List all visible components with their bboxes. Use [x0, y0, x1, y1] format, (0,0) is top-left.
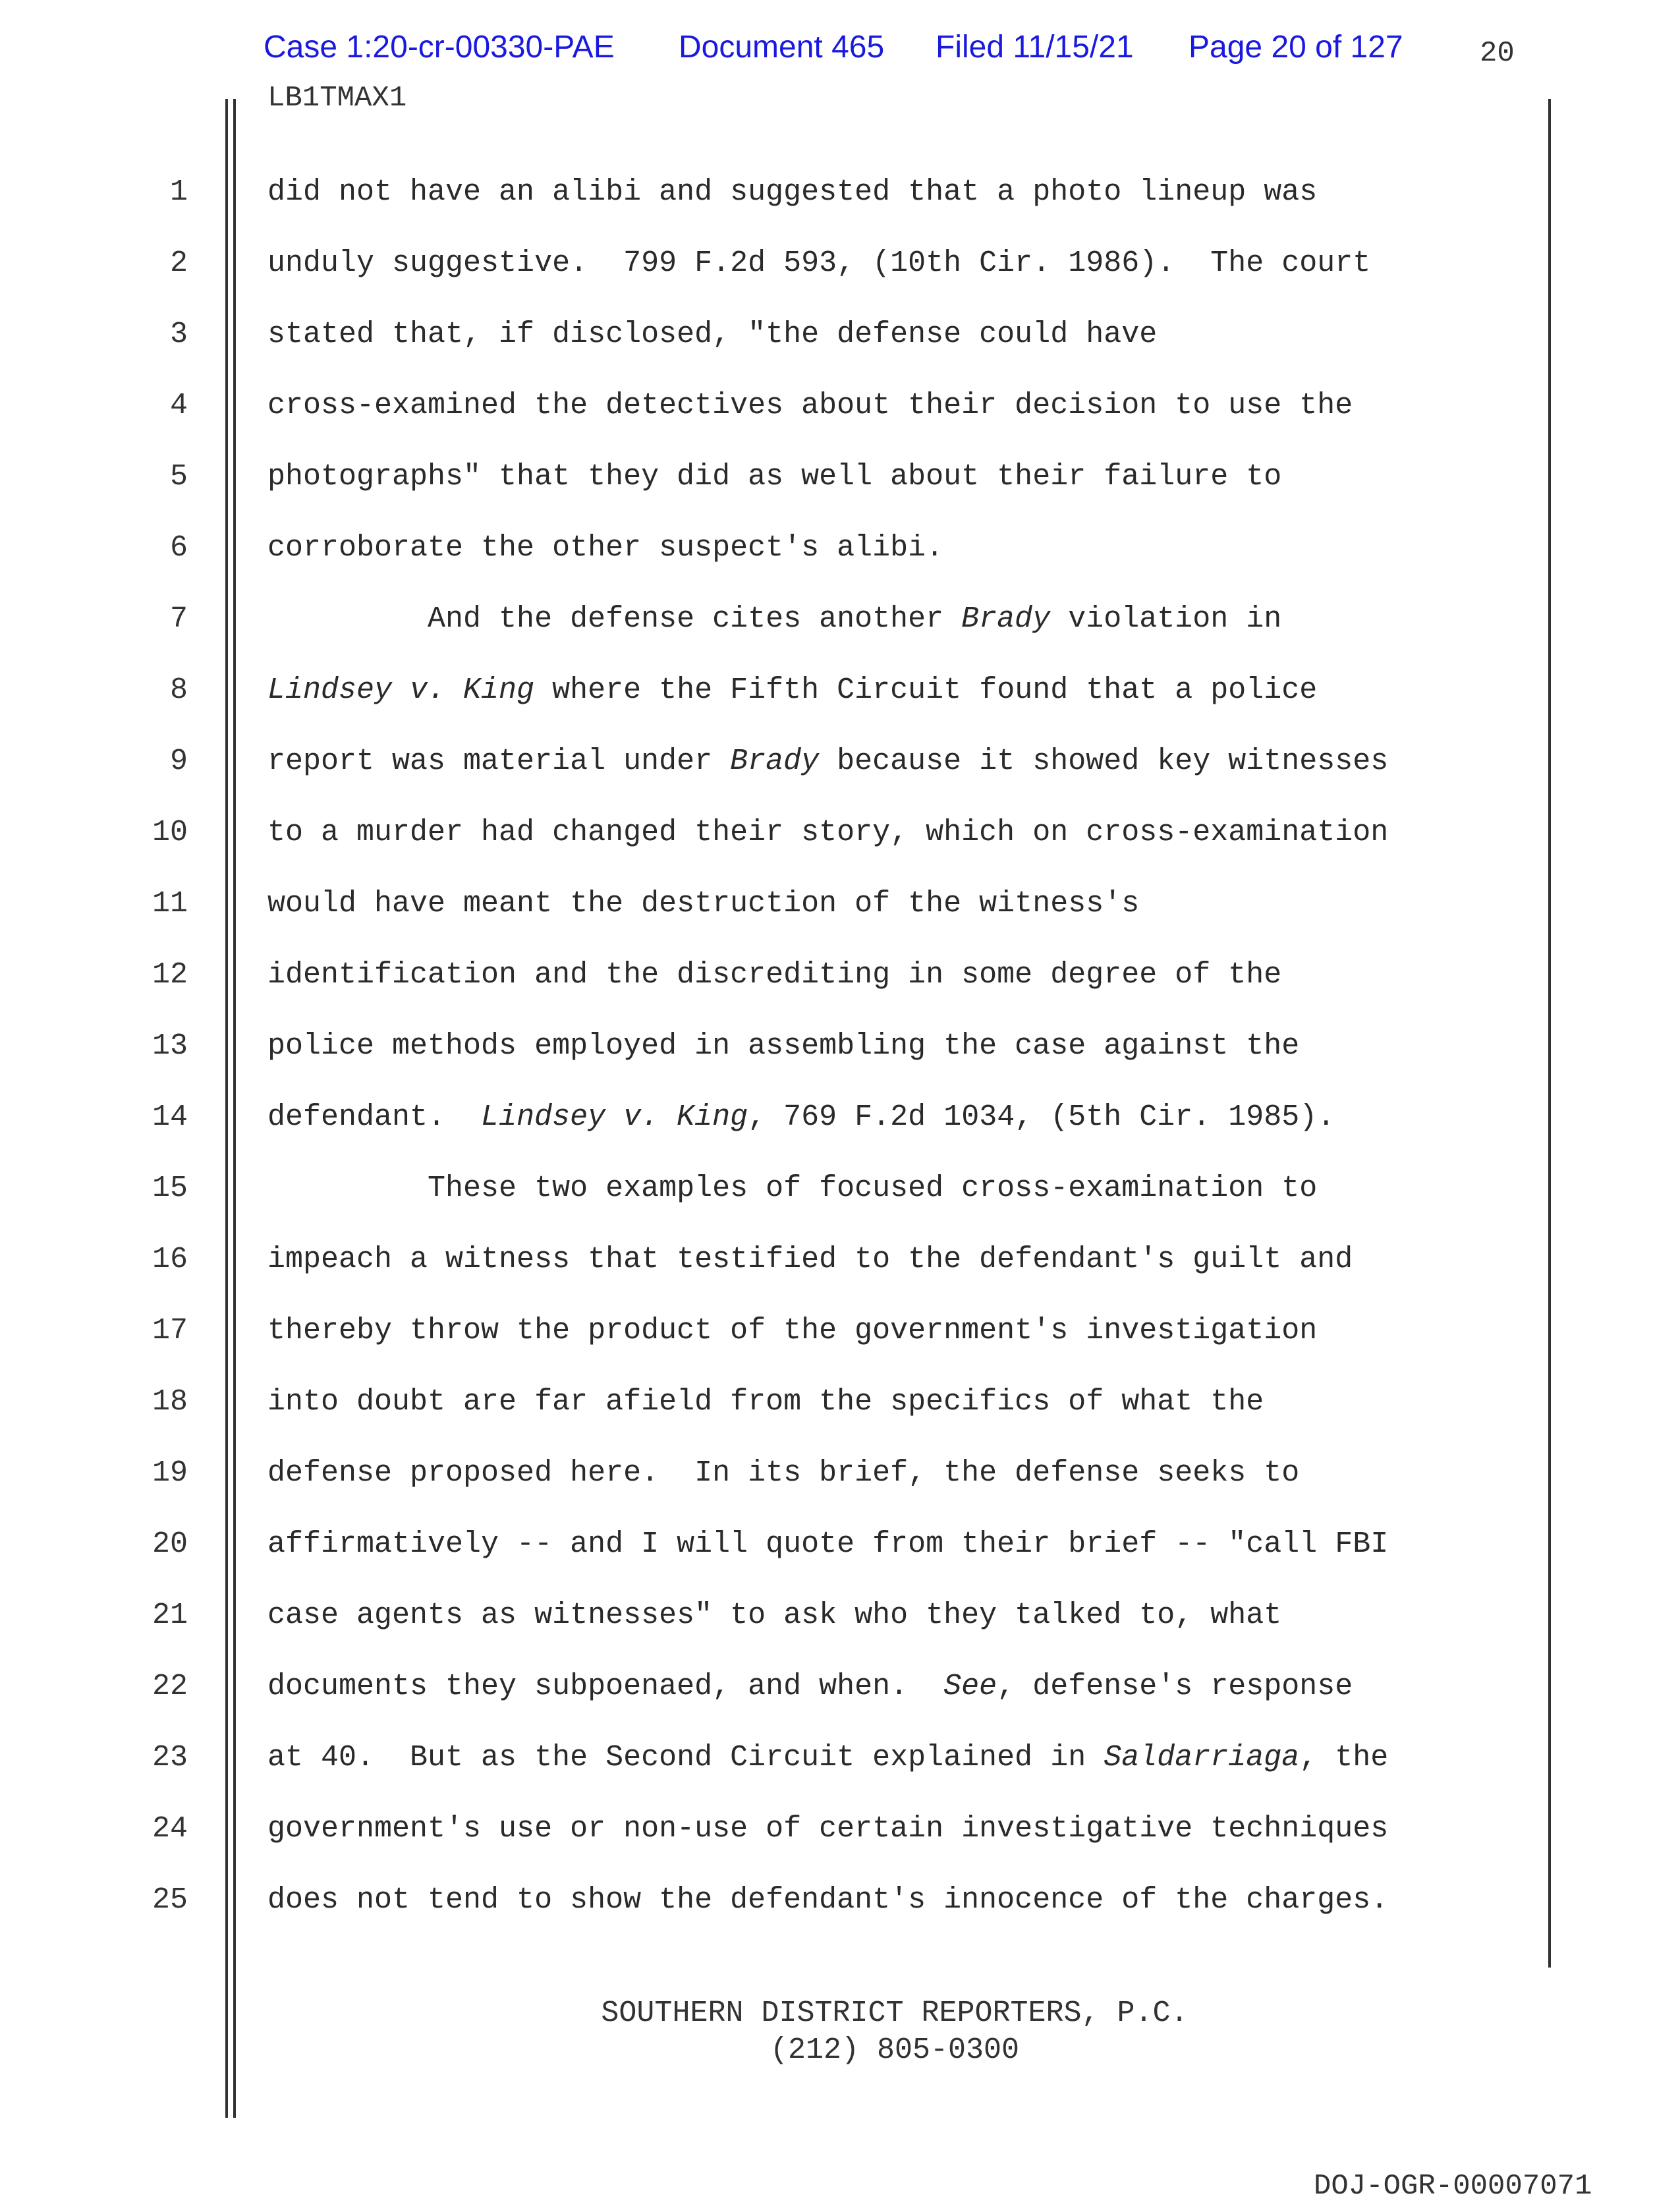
transcript-line — [267, 1456, 1299, 1490]
transcript-line — [267, 1812, 1388, 1846]
transcript-line — [267, 1314, 1317, 1347]
transcript-line — [267, 1741, 1388, 1774]
bates-number: DOJ-OGR-00007071 — [1314, 2170, 1592, 2203]
line-text: impeach a witness that testified to the defendant's guilt and — [267, 1243, 1353, 1276]
transcript-line — [267, 1100, 1335, 1134]
transcript-line — [267, 531, 943, 565]
line-number: 14 — [152, 1100, 188, 1134]
line-text: documents they subpoenaed, and when. — [267, 1670, 944, 1703]
line-text: defendant. — [267, 1100, 482, 1134]
line-number: 5 — [169, 460, 188, 494]
line-text: at 40. But as the Second Circuit explained in — [267, 1741, 1104, 1774]
line-number: 15 — [152, 1172, 188, 1205]
line-number: 17 — [152, 1314, 188, 1347]
line-number: 8 — [169, 673, 188, 707]
transcript-line — [267, 1385, 1264, 1419]
line-text: corroborate the other suspect's alibi. — [267, 531, 944, 565]
line-text: to a murder had changed their story, which on cross-examination — [267, 816, 1389, 849]
line-text: into doubt are far afield from the specifics of what the — [267, 1385, 1264, 1419]
line-number: 20 — [152, 1527, 188, 1561]
transcript-line — [267, 1243, 1353, 1276]
line-number: 2 — [169, 246, 188, 280]
line-number: 23 — [152, 1741, 188, 1774]
line-number: 9 — [169, 745, 188, 778]
line-text: cross-examined the detectives about their decision to use the — [267, 389, 1353, 422]
left-margin-rule-inner — [233, 99, 236, 2118]
transcript-line — [267, 958, 1281, 992]
footer — [0, 1995, 1680, 2069]
stamp-document: Document 465 — [679, 30, 885, 65]
italic-citation: Brady — [961, 602, 1051, 636]
line-number: 18 — [152, 1385, 188, 1419]
header-code: LB1TMAX1 — [267, 82, 407, 115]
italic-citation: Lindsey v. King — [267, 673, 535, 707]
line-number: 22 — [152, 1670, 188, 1703]
italic-citation: Brady — [730, 745, 820, 778]
transcript-line — [267, 602, 1281, 636]
line-text: police methods employed in assembling the case against the — [267, 1029, 1300, 1063]
italic-citation: Saldarriaga — [1104, 1741, 1300, 1774]
stamp-filed-date: Filed 11/15/21 — [936, 30, 1134, 65]
line-text: , the — [1299, 1741, 1389, 1774]
line-text: And the defense cites another — [267, 602, 962, 636]
line-text: where the Fifth Circuit found that a police — [534, 673, 1318, 707]
left-margin-rule-outer — [225, 99, 228, 2118]
transcript-line — [267, 389, 1353, 422]
reporter-name: SOUTHERN DISTRICT REPORTERS, P.C. — [601, 1997, 1189, 2030]
line-number: 7 — [169, 602, 188, 636]
transcript-line — [267, 745, 1388, 778]
line-text: unduly suggestive. 799 F.2d 593, (10th Cir. 1986). The court — [267, 246, 1371, 280]
line-text: case agents as witnesses" to ask who they talked to, what — [267, 1599, 1282, 1632]
transcript-line — [267, 1599, 1281, 1632]
transcript-line — [267, 673, 1317, 707]
line-text: would have meant the destruction of the witness's — [267, 887, 1140, 921]
line-text: violation in — [1050, 602, 1282, 636]
line-text: These two examples of focused cross-examination to — [267, 1172, 1318, 1205]
line-number: 4 — [169, 389, 188, 422]
line-text: defense proposed here. In its brief, the defense seeks to — [267, 1456, 1300, 1490]
line-text: identification and the discrediting in some degree of the — [267, 958, 1282, 992]
transcript-line — [267, 1670, 1353, 1703]
line-text: , 769 F.2d 1034, (5th Cir. 1985). — [748, 1100, 1335, 1134]
transcript-line — [267, 460, 1281, 494]
line-number: 12 — [152, 958, 188, 992]
transcript-line — [267, 1527, 1388, 1561]
line-text: because it showed key witnesses — [819, 745, 1389, 778]
line-text: government's use or non-use of certain investigative techniques — [267, 1812, 1389, 1846]
stamp-page: Page 20 of 127 — [1189, 30, 1403, 65]
line-number: 25 — [152, 1883, 188, 1917]
transcript-line — [267, 1883, 1388, 1917]
line-number: 11 — [152, 887, 188, 921]
line-text: does not tend to show the defendant's innocence of the charges. — [267, 1883, 1389, 1917]
transcript-line — [267, 246, 1370, 280]
line-text: report was material under — [267, 745, 731, 778]
reporter-phone: (212) 805-0300 — [770, 2033, 1020, 2067]
transcript-line — [267, 1029, 1299, 1063]
line-text: affirmatively -- and I will quote from their brief -- "call FBI — [267, 1527, 1389, 1561]
stamp-case-number: Case 1:20-cr-00330-PAE — [264, 30, 615, 65]
transcript-line — [267, 1172, 1317, 1205]
line-text: thereby throw the product of the government's investigation — [267, 1314, 1318, 1347]
line-text: photographs" that they did as well about their failure to — [267, 460, 1282, 494]
line-number: 1 — [169, 175, 188, 209]
line-number: 3 — [169, 318, 188, 351]
italic-citation: See — [943, 1670, 997, 1703]
line-text: stated that, if disclosed, "the defense could have — [267, 318, 1158, 351]
right-margin-rule — [1548, 99, 1551, 1968]
transcript-line — [267, 175, 1317, 209]
line-number: 21 — [152, 1599, 188, 1632]
transcript-line — [267, 816, 1388, 849]
page-number: 20 — [1480, 37, 1515, 70]
line-number: 6 — [169, 531, 188, 565]
transcript-line — [267, 318, 1157, 351]
italic-citation: Lindsey v. King — [481, 1100, 748, 1134]
line-text: did not have an alibi and suggested that a photo lineup was — [267, 175, 1318, 209]
line-number: 24 — [152, 1812, 188, 1846]
line-text: , defense's response — [997, 1670, 1353, 1703]
line-number: 13 — [152, 1029, 188, 1063]
transcript-line — [267, 887, 1139, 921]
line-number: 10 — [152, 816, 188, 849]
line-number: 19 — [152, 1456, 188, 1490]
line-number: 16 — [152, 1243, 188, 1276]
